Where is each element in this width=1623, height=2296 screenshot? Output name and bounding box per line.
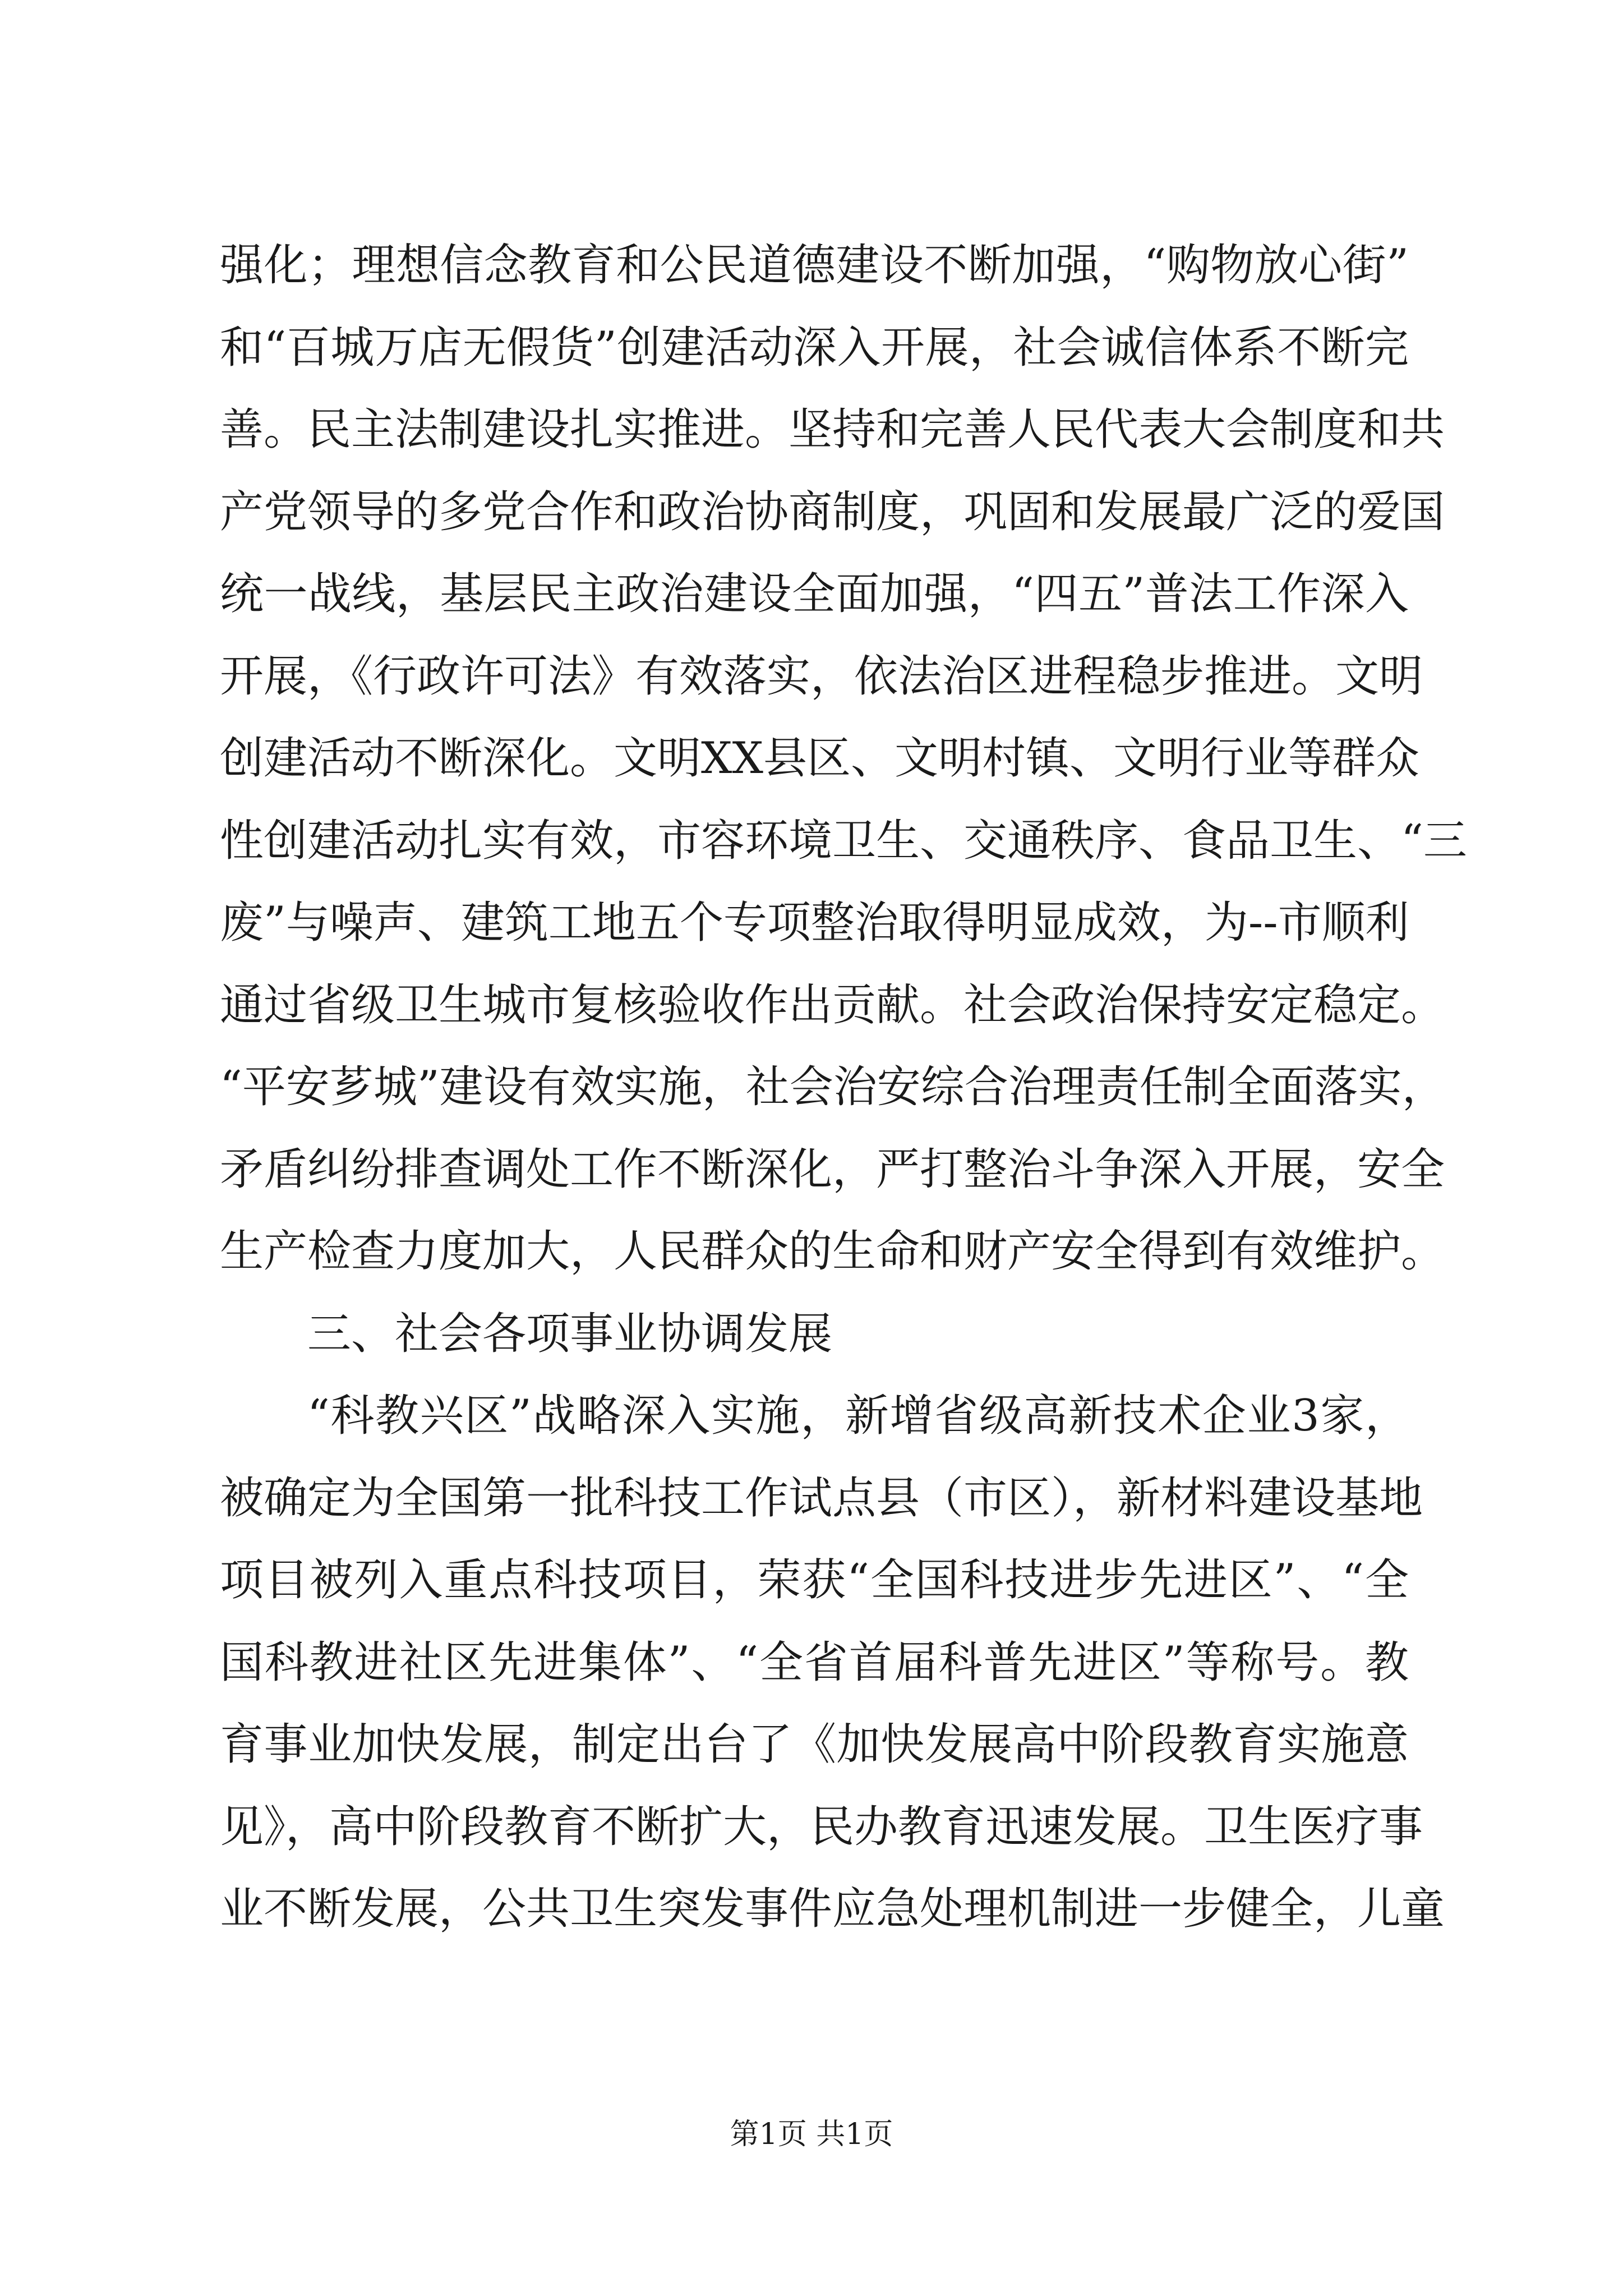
- paragraph-line: 通过省级卫生城市复核验收作出贡献。社会政治保持安定稳定。: [220, 979, 1445, 1030]
- paragraph-line: “平安芗城”建设有效实施，社会治安综合治理责任制全面落实，: [220, 1062, 1446, 1112]
- paragraph-line: 国科教进社区先进集体”、“全省首届科普先进区”等称号。教: [220, 1637, 1409, 1688]
- paragraph-line: 项目被列入重点科技项目，荣获“全国科技进步先进区”、“全: [220, 1555, 1409, 1605]
- paragraph-line: 业不断发展，公共卫生突发事件应急处理机制进一步健全，儿童: [220, 1884, 1445, 1934]
- paragraph-line: 创建活动不断深化。文明XX县区、文明村镇、文明行业等群众: [220, 733, 1420, 784]
- page-number-footer: 第1页 共1页: [730, 2118, 893, 2151]
- paragraph-line: 育事业加快发展，制定出台了《加快发展高中阶段教育实施意: [220, 1719, 1409, 1770]
- paragraph-line: 善。民主法制建设扎实推进。坚持和完善人民代表大会制度和共: [220, 404, 1445, 455]
- document-body: [220, 224, 1467, 1950]
- paragraph-line: “科教兴区”战略深入实施，新增省级高新技术企业3家，: [307, 1391, 1409, 1441]
- paragraph-line: 废”与噪声、建筑工地五个专项整治取得明显成效，为--市顺利: [220, 898, 1409, 948]
- paragraph-line: 性创建活动扎实有效，市容环境卫生、交通秩序、食品卫生、“三: [220, 815, 1467, 866]
- paragraph-line: 产党领导的多党合作和政治协商制度，巩固和发展最广泛的爱国: [220, 486, 1445, 537]
- paragraph-line: 生产检查力度加大，人民群众的生命和财产安全得到有效维护。: [220, 1226, 1445, 1277]
- paragraph-line: 和“百城万店无假货”创建活动深入开展，社会诚信体系不断完: [220, 322, 1409, 373]
- paragraph-line: 矛盾纠纷排查调处工作不断深化，严打整治斗争深入开展，安全: [220, 1144, 1445, 1195]
- paragraph-line: 被确定为全国第一批科技工作试点县（市区），新材料建设基地: [220, 1473, 1423, 1524]
- paragraph-line: 强化；理想信念教育和公民道德建设不断加强，“购物放心街”: [220, 240, 1409, 291]
- paragraph-line: 统一战线，基层民主政治建设全面加强，“四五”普法工作深入: [220, 569, 1409, 619]
- paragraph-line: 开展，《行政许可法》有效落实，依法治区进程稳步推进。文明: [220, 651, 1423, 702]
- paragraph-line: 见》，高中阶段教育不断扩大，民办教育迅速发展。卫生医疗事: [220, 1801, 1423, 1852]
- section-heading: 三、社会各项事业协调发展: [307, 1308, 833, 1359]
